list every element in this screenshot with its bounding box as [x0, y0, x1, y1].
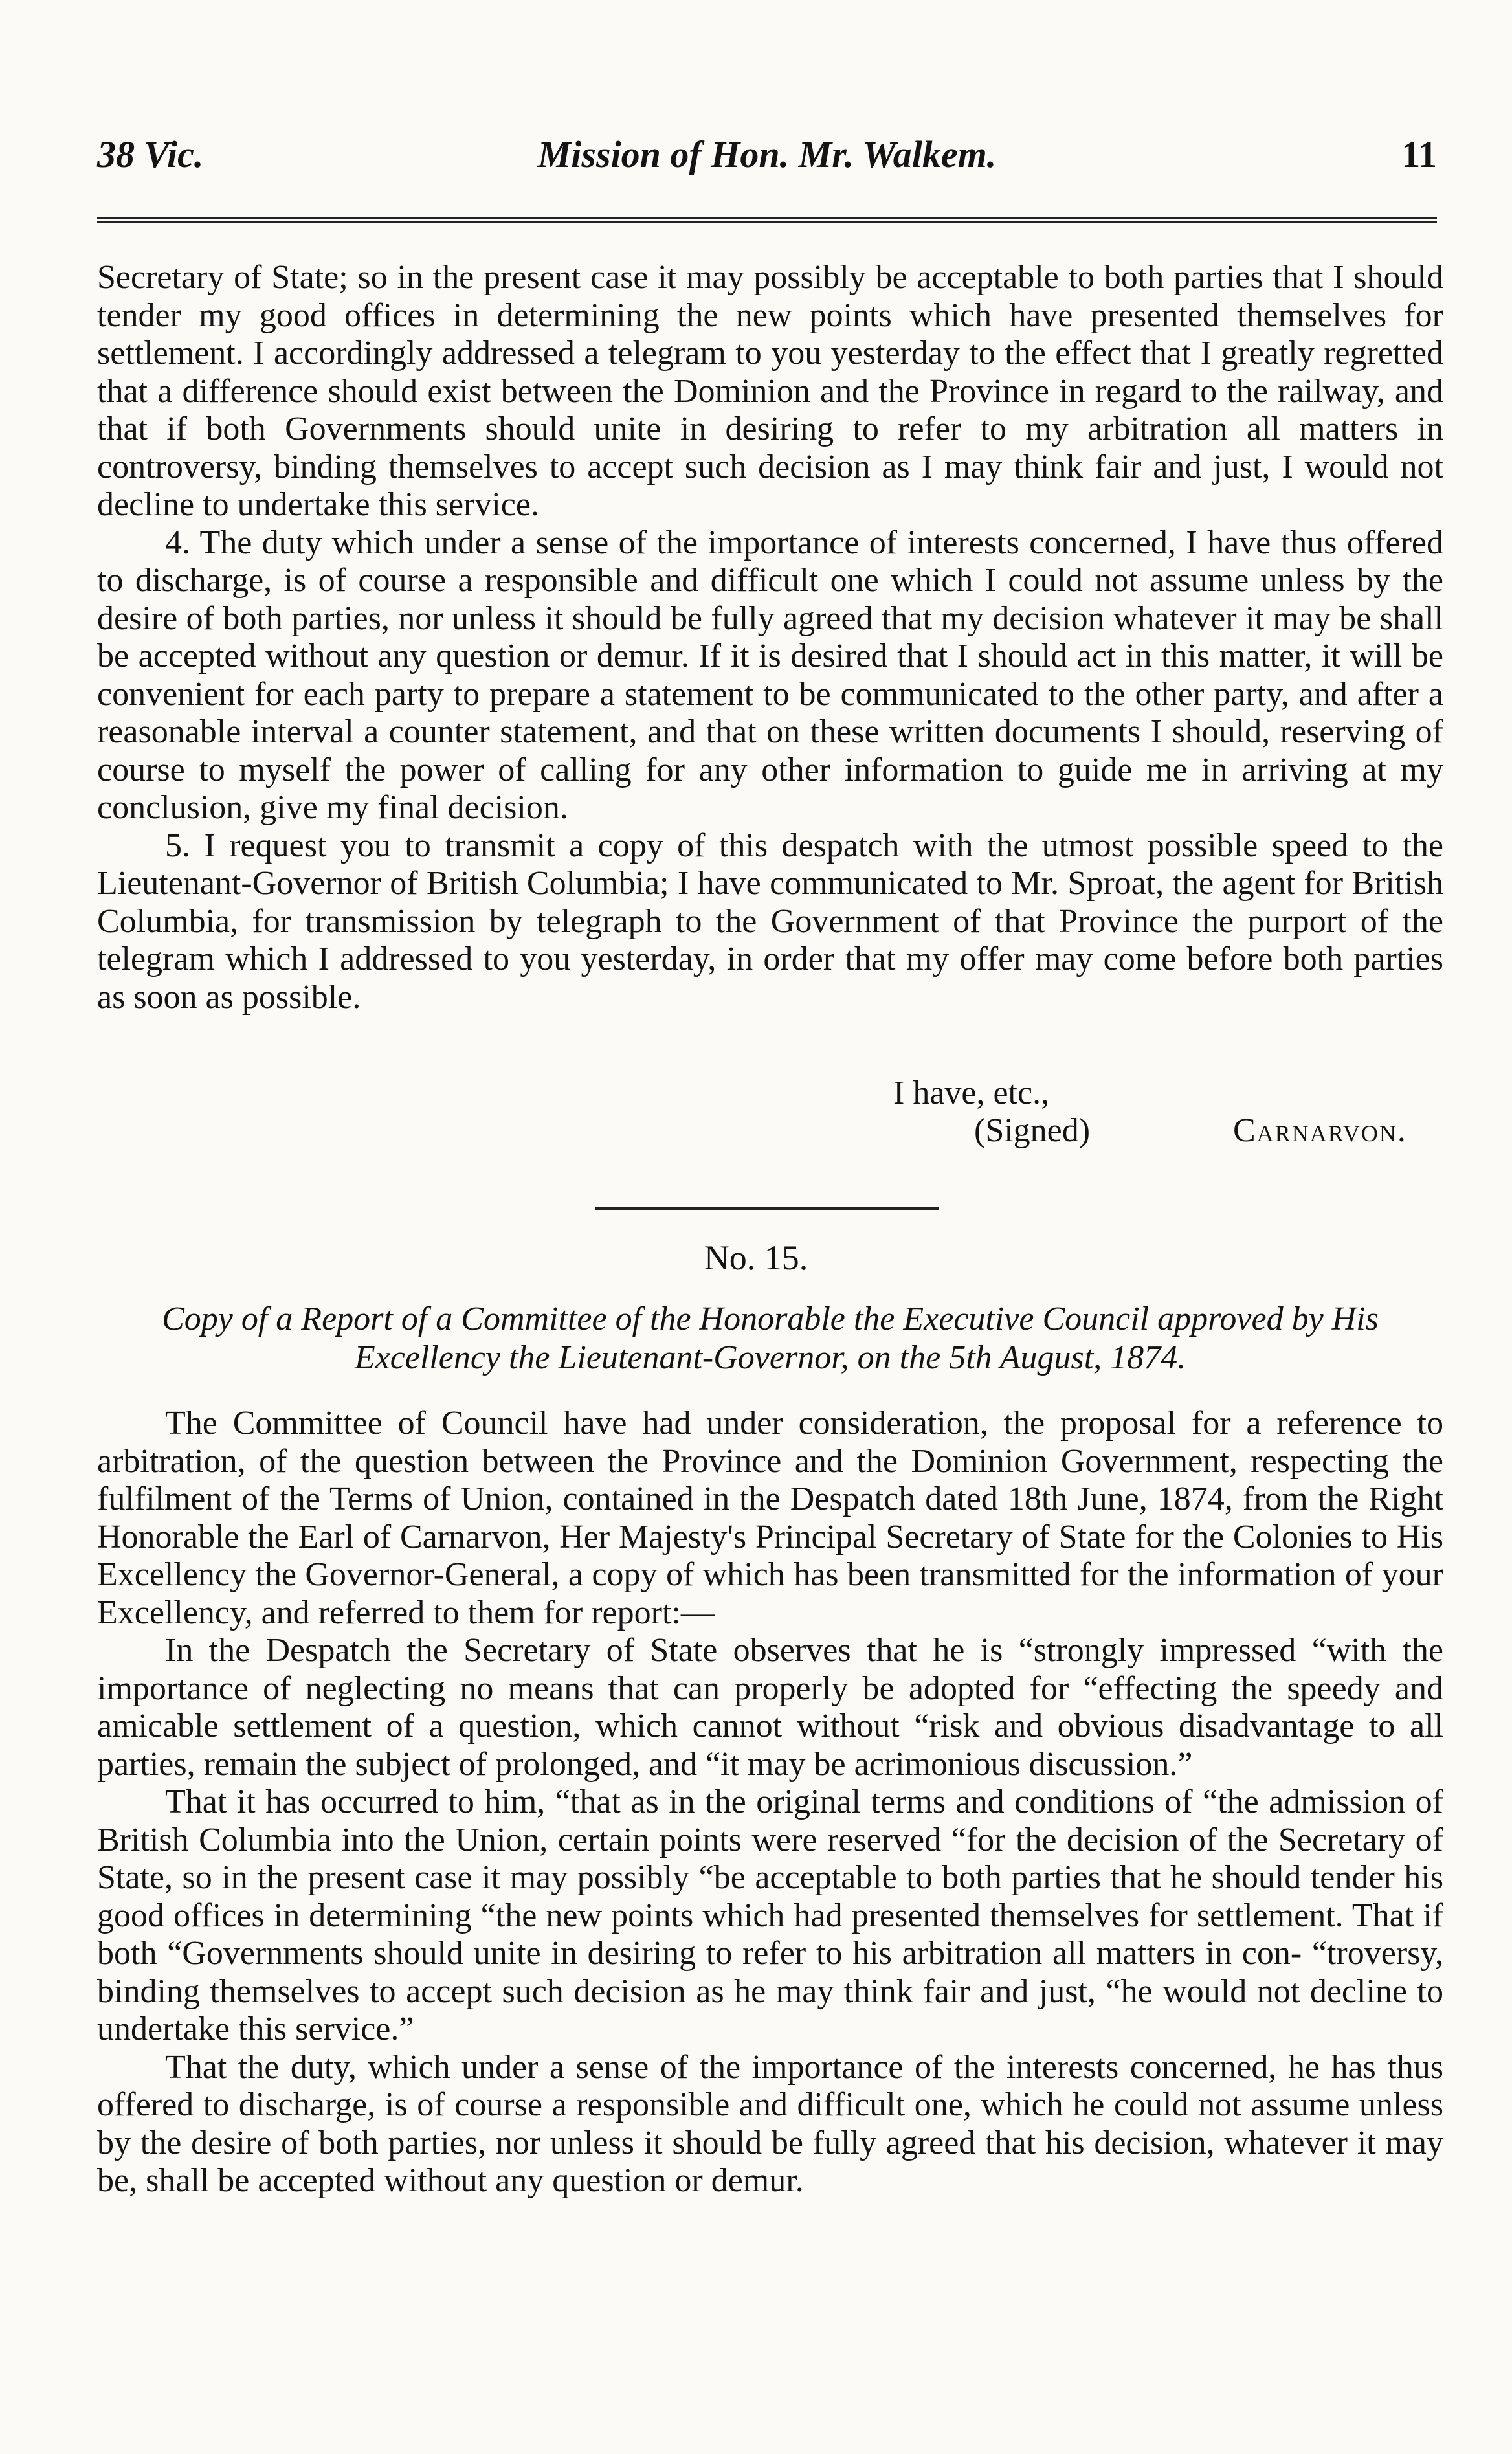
paragraph: Secretary of State; so in the present case it may possibly be acceptable to both parties that I should tender my good offices in determining the new points which have presented themselves for settlement. I accordingly addressed a telegram to you yesterday to the effect that I greatly regretted that a difference should exist between the Dominion and the Province in regard to the railway, and that if both Governments should unite in desiring to refer to my arbitration all matters in controversy, binding themselves to accept such decision as I may think fair and just, I would not decline to undertake this service.: [97, 259, 1443, 523]
section-title: Copy of a Report of a Committee of the Honorable the Executive Council approved by His Excellency the Lieutenant-Governor, on the 5th August, 1874.: [162, 1300, 1379, 1376]
paragraph: In the Despatch the Secretary of State observes that he is “strongly impressed “with the importance of neglecting no means that can properly be adopted for “effecting the speedy and amicable settlement of a question, which cannot without “risk and obvious disadvantage to all parties, remain the subject of prolonged, and “it may be acrimonious discussion.”: [97, 1632, 1443, 1783]
paragraph: 5. I request you to transmit a copy of this despatch with the utmost possible speed to the Lieutenant-Governor of British Columbia; I have communicated to Mr. Sproat, the agent for British Columbia, for transmission by telegraph to the Government of that Province the purport of the telegram which I addressed to you yesterday, in order that my offer may come before both parties as soon as possible.: [97, 827, 1443, 1016]
header-rule: [97, 217, 1437, 223]
section-number: No. 15.: [704, 1238, 808, 1277]
page-number: 11: [1401, 133, 1437, 175]
despatch-body: [97, 259, 1443, 1016]
session-label: 38 Vic.: [97, 133, 204, 175]
section-divider: [595, 1207, 939, 1210]
paragraph: That the duty, which under a sense of the importance of the interests concerned, he has thus offered to discharge, is of course a responsible and difficult one, which he could not assume unless by the desire of both parties, nor unless it should be fully agreed that his decision, whatever it may be, shall be accepted without any question or demur.: [97, 2048, 1443, 2199]
running-header: [97, 133, 1437, 184]
signed-label: (Signed): [974, 1112, 1091, 1149]
paragraph: 4. The duty which under a sense of the importance of interests concerned, I have thus offered to discharge, is of course a responsible and difficult one which I could not assume unless by the desire of both parties, nor unless it should be fully agreed that my decision whatever it may be shall be accepted without any question or demur. If it is desired that I should act in this matter, it will be convenient for each party to prepare a statement to be communicated to the other party, and after a reasonable interval a counter statement, and that on these written documents I should, reserving of course to myself the power of calling for any other information to guide me in arriving at my conclusion, give my final decision.: [97, 524, 1443, 826]
report-body: [97, 1405, 1443, 2200]
signature: Carnarvon.: [1233, 1112, 1407, 1149]
paragraph: The Committee of Council have had under consideration, the proposal for a reference to arbitration, of the question between the Province and the Dominion Government, respecting the fulfilment of the Terms of Union, contained in the Despatch dated 18th June, 1874, from the Right Honorable the Earl of Carnarvon, Her Majesty's Principal Secretary of State for the Colonies to His Excellency the Governor-General, a copy of which has been transmitted for the information of your Excellency, and referred to them for report:—: [97, 1405, 1443, 1631]
closing: I have, etc.,: [893, 1075, 1050, 1111]
running-title: Mission of Hon. Mr. Walkem.: [537, 133, 997, 175]
paragraph: That it has occurred to him, “that as in the original terms and conditions of “the admission of British Columbia into the Union, certain points were reserved “for the decision of the Secretary of State, so in the present case it may possibly “be acceptable to both parties that he should tender his good offices in determining “the new points which had presented themselves for settlement. That if both “Governments should unite in desiring to refer to his arbitration all matters in con- “troversy, binding themselves to accept such decision as he may think fair and just, “he would not decline to undertake this service.”: [97, 1783, 1443, 2047]
